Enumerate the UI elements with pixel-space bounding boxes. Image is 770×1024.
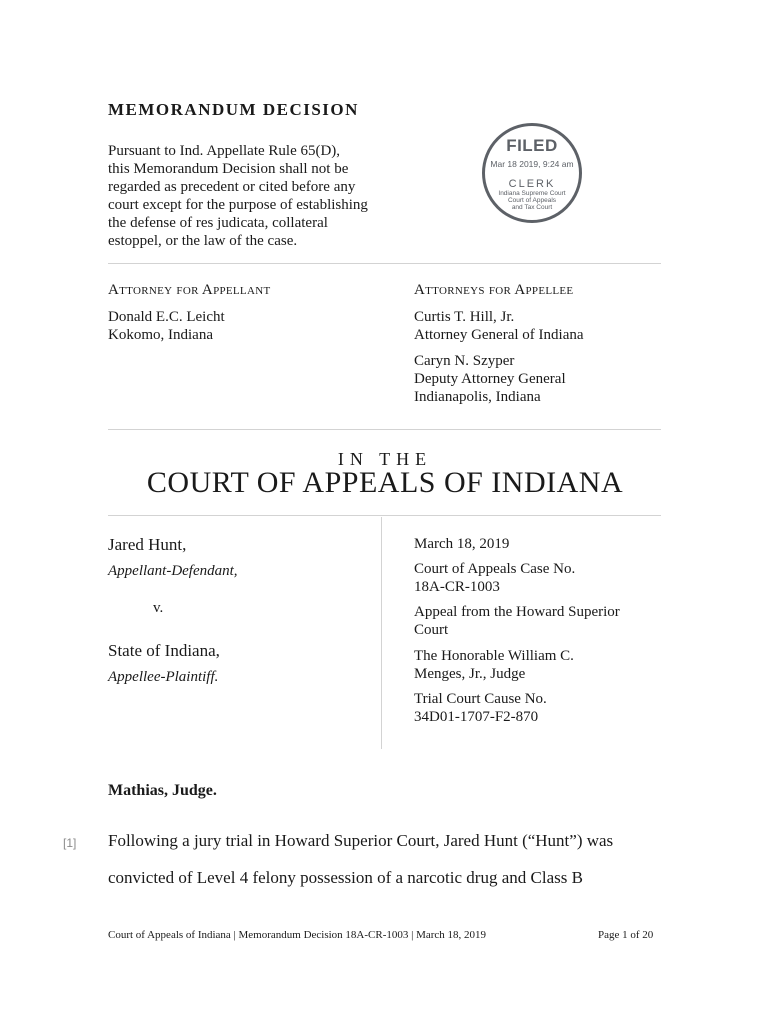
attorney-location: Kokomo, Indiana xyxy=(108,327,213,343)
appellee-name: State of Indiana, xyxy=(108,641,220,660)
stamp-sub-line: Court of Appeals xyxy=(507,197,557,204)
paragraph-line: convicted of Level 4 felony possession of a narcotic drug and Class B xyxy=(108,868,583,887)
page-number: Page 1 of 20 xyxy=(598,929,654,941)
appellee-counsel-1 xyxy=(414,308,584,344)
appellant-name: Jared Hunt, xyxy=(108,535,187,554)
in-the-heading: IN THE xyxy=(337,449,433,469)
column-divider xyxy=(381,517,382,749)
attorney-title: Deputy Attorney General xyxy=(414,371,566,387)
stamp-sub-line: and Tax Court xyxy=(511,204,553,211)
appeal-from-line: Appeal from the Howard Superior xyxy=(414,604,620,620)
appellant-counsel-label: Attorney for Appellant xyxy=(108,282,271,298)
appellee-role: Appellee-Plaintiff. xyxy=(108,669,219,685)
stamp-sub-line: Indiana Supreme Court xyxy=(498,190,566,197)
attorney-name: Donald E.C. Leicht xyxy=(108,309,225,325)
appeal-from-line: Court xyxy=(414,622,449,638)
stamp-clerk: CLERK xyxy=(508,178,556,190)
rule-65d-notice xyxy=(108,142,408,250)
appellant-counsel xyxy=(108,308,225,344)
divider xyxy=(108,429,661,430)
attorney-location: Indianapolis, Indiana xyxy=(414,389,541,405)
notice-line: estoppel, or the law of the case. xyxy=(108,233,298,249)
case-number-label: Court of Appeals Case No. xyxy=(414,561,576,577)
filed-stamp xyxy=(482,123,582,223)
divider xyxy=(108,515,661,516)
paragraph-number: [1] xyxy=(63,836,77,850)
document-heading: MEMORANDUM DECISION xyxy=(108,100,359,119)
notice-line: regarded as precedent or cited before any xyxy=(108,179,356,195)
paragraph-line: Following a jury trial in Howard Superior Court, Jared Hunt (“Hunt”) was xyxy=(108,831,614,850)
decision-date: March 18, 2019 xyxy=(414,536,510,552)
stamp-timestamp: Mar 18 2019, 9:24 am xyxy=(490,159,574,169)
appellant-role: Appellant-Defendant, xyxy=(108,563,238,579)
attorney-title: Attorney General of Indiana xyxy=(414,327,584,343)
trial-cause xyxy=(414,690,547,726)
attorney-name: Caryn N. Szyper xyxy=(414,353,515,369)
appellee-counsel-2 xyxy=(414,352,566,406)
appeal-from xyxy=(414,603,620,639)
notice-line: court except for the purpose of establishing xyxy=(108,197,368,213)
cause-number: 34D01-1707-F2-870 xyxy=(414,709,539,725)
trial-judge xyxy=(414,647,574,683)
notice-line: the defense of res judicata, collateral xyxy=(108,215,328,231)
appellee-counsel-label: Attorneys for Appellee xyxy=(414,282,574,298)
cause-label: Trial Court Cause No. xyxy=(414,691,547,707)
footer-citation: Court of Appeals of Indiana | Memorandum Decision 18A-CR-1003 | March 18, 2019 xyxy=(108,929,487,941)
judge-line: Menges, Jr., Judge xyxy=(414,666,526,682)
case-number xyxy=(414,560,575,596)
judge-line: The Honorable William C. xyxy=(414,648,574,664)
stamp-filed: FILED xyxy=(506,136,558,155)
divider xyxy=(108,263,661,264)
notice-line: Pursuant to Ind. Appellate Rule 65(D), xyxy=(108,143,341,159)
versus: v. xyxy=(153,600,164,616)
case-number-value: 18A-CR-1003 xyxy=(414,579,500,595)
notice-line: this Memorandum Decision shall not be xyxy=(108,161,349,177)
attorney-name: Curtis T. Hill, Jr. xyxy=(414,309,515,325)
authoring-judge: Mathias, Judge. xyxy=(108,782,217,799)
court-name: COURT OF APPEALS OF INDIANA xyxy=(146,466,624,499)
